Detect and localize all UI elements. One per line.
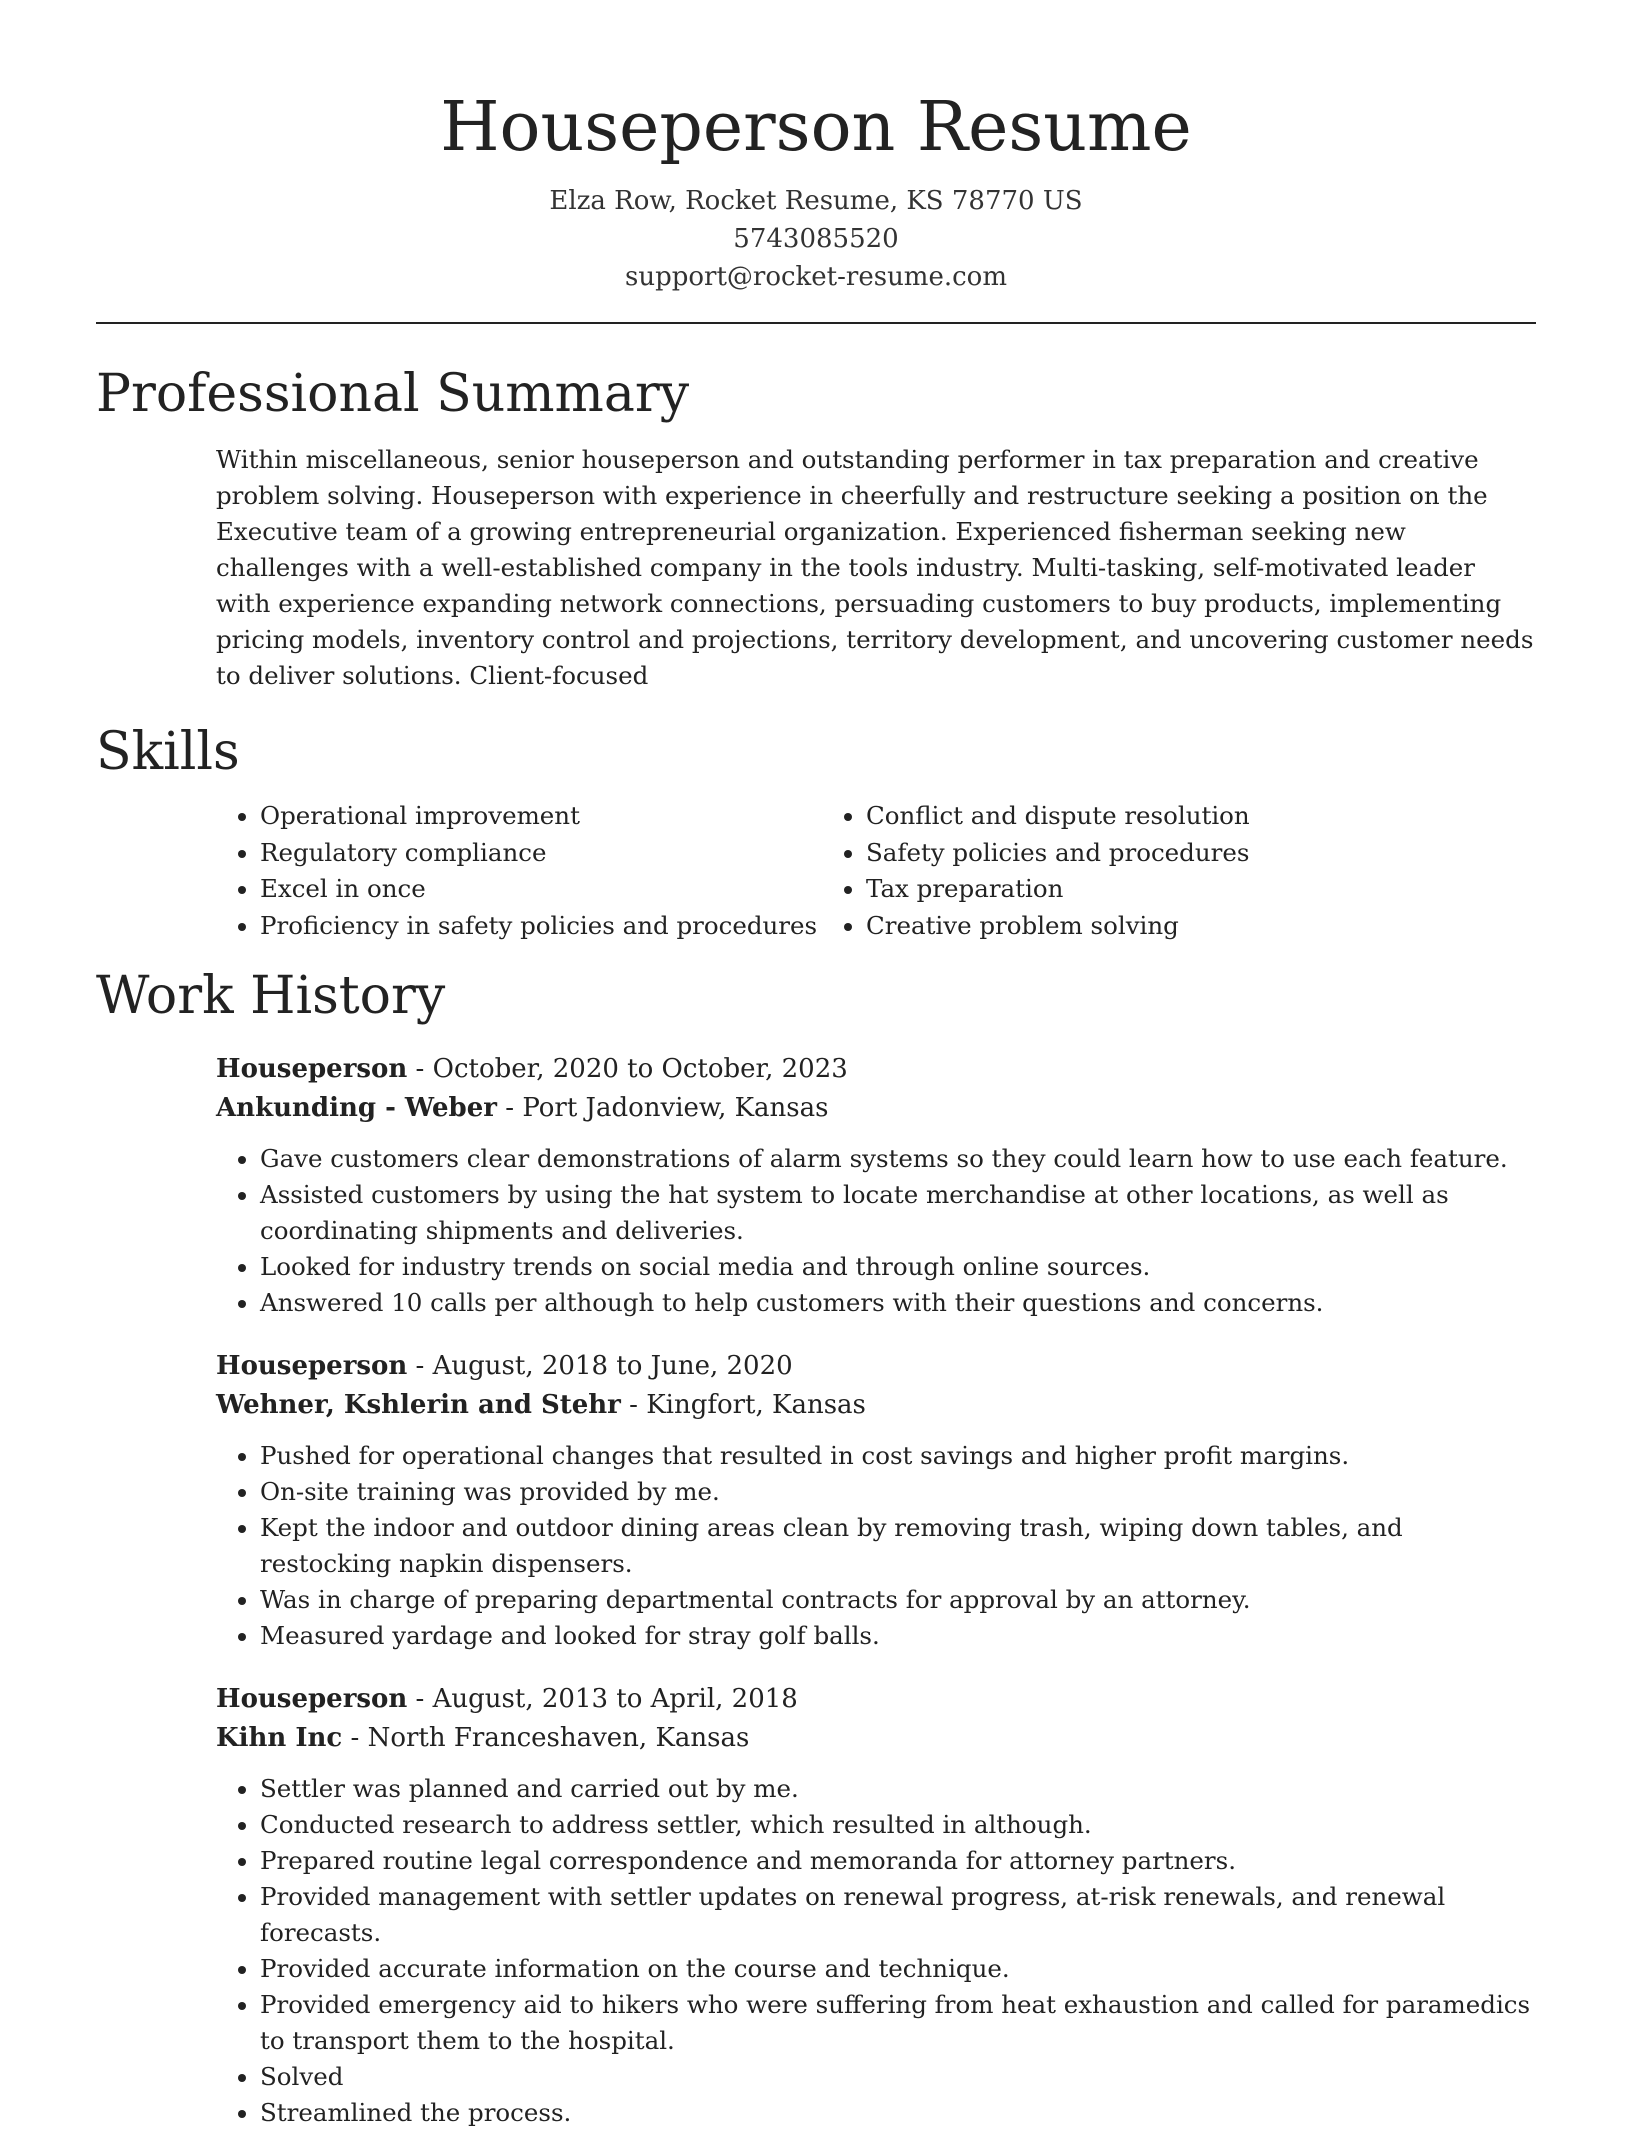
- job-company-line: Kihn Inc - North Franceshaven, Kansas: [216, 1722, 750, 1753]
- skills-section: [96, 720, 1536, 944]
- job-title-line: Houseperson - August, 2013 to April, 2018: [216, 1684, 798, 1714]
- resume-title: Houseperson Resume: [440, 88, 1192, 167]
- job-duty: • Provided accurate information on the course and technique.: [260, 1951, 1536, 1987]
- job-duty: • Settler was planned and carried out by me.: [260, 1771, 1536, 1807]
- contact-info: [96, 182, 1536, 296]
- job-duty: • Looked for industry trends on social media and through online sources.: [260, 1249, 1536, 1285]
- job-dates: August, 2018 to June, 2020: [432, 1351, 793, 1381]
- skills-column-left: [216, 798, 822, 944]
- job-company: Wehner, Kshlerin and Stehr: [216, 1389, 621, 1420]
- job-duties-list: [216, 1141, 1536, 1321]
- contact-email: support@rocket-resume.com: [624, 262, 1007, 292]
- job-location: Kingfort, Kansas: [646, 1389, 866, 1420]
- job-duty: • Was in charge of preparing departmental contracts for approval by an attorney.: [260, 1582, 1536, 1618]
- skills-grid: [216, 798, 1536, 944]
- job-title-line: Houseperson - August, 2018 to June, 2020: [216, 1351, 793, 1381]
- job-duty: • Answered 10 calls per although to help customers with their questions and concerns.: [260, 1285, 1536, 1321]
- job-duty: • Provided emergency aid to hikers who were suffering from heat exhaustion and called for paramedics to transport them to the hospital.: [260, 1987, 1536, 2059]
- skill-item: • Excel in once: [260, 871, 822, 908]
- summary-heading: Professional Summary: [96, 364, 690, 424]
- job-title-line: Houseperson - October, 2020 to October, 2023: [216, 1054, 848, 1084]
- job-duties-list: [216, 1438, 1536, 1654]
- job-company: Ankunding - Weber: [216, 1092, 497, 1123]
- job-duties-list: [216, 1771, 1536, 2131]
- job-company-line: Ankunding - Weber - Port Jadonview, Kansas: [216, 1092, 829, 1123]
- work-history-heading: Work History: [96, 966, 446, 1026]
- contact-address: Elza Row, Rocket Resume, KS 78770 US: [549, 186, 1083, 216]
- skill-item: • Creative problem solving: [866, 908, 1522, 945]
- job-title: Houseperson: [216, 1351, 408, 1381]
- job-duty: • On-site training was provided by me.: [260, 1474, 1536, 1510]
- job-duty: • Assisted customers by using the hat system to locate merchandise at other locations, as well as coordinating shipments and deliveries.: [260, 1177, 1536, 1249]
- job-dates: August, 2013 to April, 2018: [432, 1684, 798, 1714]
- job-company: Kihn Inc: [216, 1722, 343, 1753]
- job-duty: • Kept the indoor and outdoor dining areas clean by removing trash, wiping down tables, and restocking napkin dispensers.: [260, 1510, 1536, 1582]
- job-entry: [216, 1347, 1536, 1654]
- header-divider: [96, 322, 1536, 324]
- summary-text: Within miscellaneous, senior houseperson and outstanding performer in tax preparation and creative problem solving. Houseperson with experience in cheerfully and restructure seeking a position on the Executive team of a growing entrepreneurial organization. Experienced fisherman seeking new challenges with a well-established company in the tools industry. Multi-tasking, self-motivated leader with experience expanding network connections, persuading customers to buy products, implementing pricing models, inventory control and projections, territory development, and uncovering customer needs to deliver solutions. Client-focused: [216, 445, 1534, 690]
- skill-item: • Regulatory compliance: [260, 835, 822, 872]
- resume-header: [96, 0, 1536, 296]
- job-entry: [216, 1680, 1536, 2131]
- skills-heading: Skills: [96, 722, 240, 782]
- job-dates: October, 2020 to October, 2023: [432, 1054, 848, 1084]
- job-duty: • Solved: [260, 2059, 1536, 2095]
- contact-phone: 5743085520: [733, 224, 899, 254]
- job-duty: • Conducted research to address settler, which resulted in although.: [260, 1807, 1536, 1843]
- skill-item: • Proficiency in safety policies and procedures: [260, 908, 822, 945]
- skill-item: • Safety policies and procedures: [866, 835, 1522, 872]
- skill-item: • Tax preparation: [866, 871, 1522, 908]
- summary-section: [96, 362, 1536, 694]
- job-duty: • Gave customers clear demonstrations of alarm systems so they could learn how to use each feature.: [260, 1141, 1536, 1177]
- resume-page: [96, 0, 1536, 2131]
- job-duty: • Measured yardage and looked for stray golf balls.: [260, 1618, 1536, 1654]
- job-title: Houseperson: [216, 1054, 408, 1084]
- job-duty: • Provided management with settler updates on renewal progress, at-risk renewals, and renewal forecasts.: [260, 1879, 1536, 1951]
- job-company-line: Wehner, Kshlerin and Stehr - Kingfort, Kansas: [216, 1389, 866, 1420]
- job-title: Houseperson: [216, 1684, 408, 1714]
- job-entry: [216, 1050, 1536, 1321]
- job-duty: • Pushed for operational changes that resulted in cost savings and higher profit margins.: [260, 1438, 1536, 1474]
- job-location: Port Jadonview, Kansas: [522, 1092, 829, 1123]
- job-duty: • Prepared routine legal correspondence and memoranda for attorney partners.: [260, 1843, 1536, 1879]
- job-duty: • Streamlined the process.: [260, 2095, 1536, 2131]
- skill-item: • Operational improvement: [260, 798, 822, 835]
- work-history-section: [96, 964, 1536, 2131]
- skill-item: • Conflict and dispute resolution: [866, 798, 1522, 835]
- skills-column-right: [822, 798, 1522, 944]
- job-location: North Franceshaven, Kansas: [367, 1722, 750, 1753]
